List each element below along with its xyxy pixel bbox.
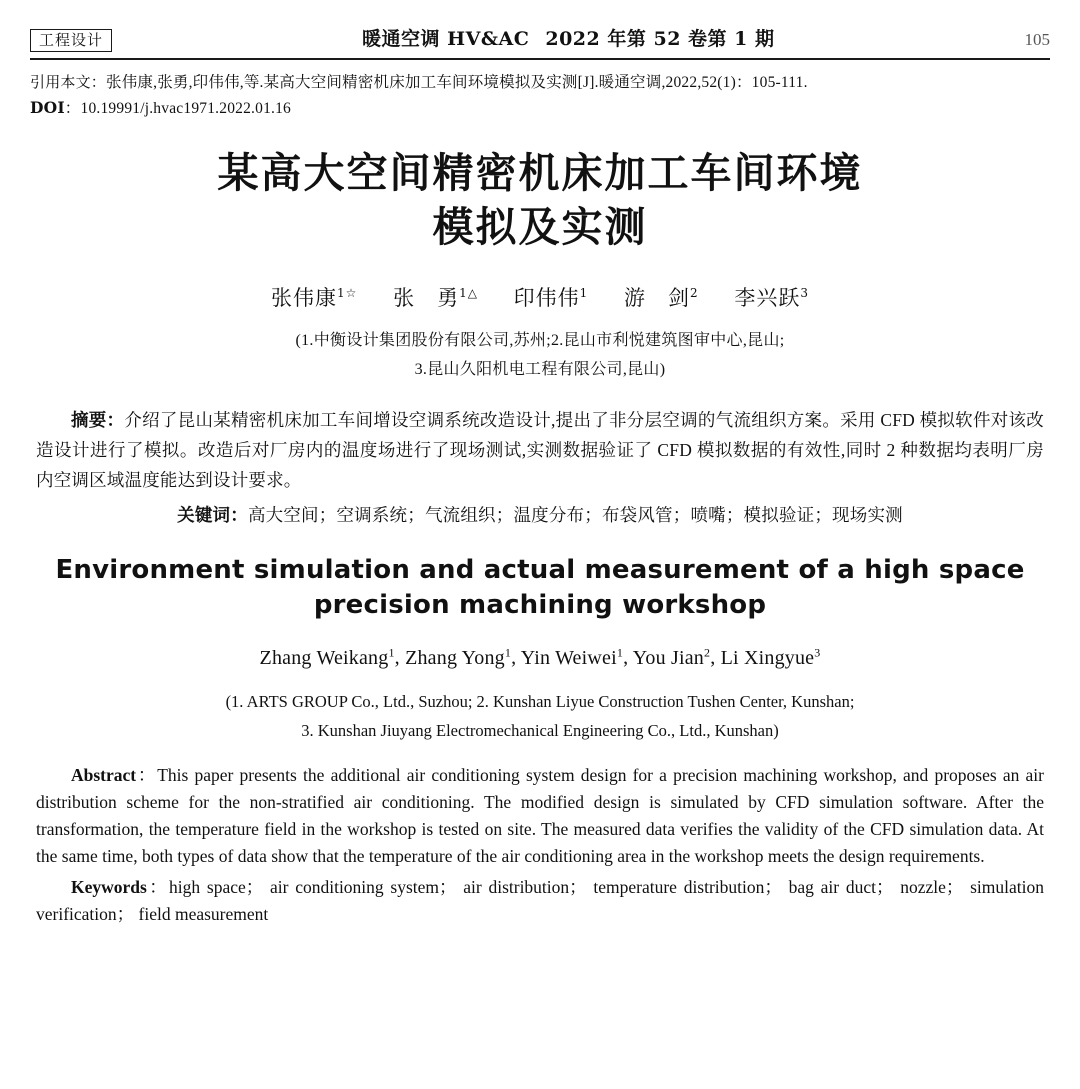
keywords-en-label: Keywords [71, 877, 147, 898]
keywords-cn [30, 501, 1050, 531]
author-en-1-name: Zhang Weikang [259, 646, 389, 669]
author-cn-4-name: 游 剑 [624, 285, 690, 310]
affiliations-en [30, 688, 1050, 746]
title-en-line1: Environment simulation and actual measurement of a high space [55, 555, 1025, 586]
issue-info: 2022 年第 52 卷第 1 期 [545, 28, 775, 50]
authors-en: Zhang Weikang$^1$, Zhang Yong$^1$, Yin Weiwei$^1$, You Jian$^2$, Li Xingyue$^3$ [259, 645, 821, 669]
abstract-cn-label: 摘要： [71, 410, 125, 430]
keywords-en [30, 874, 1050, 928]
author-cn-2 [393, 282, 478, 312]
author-cn-3-sup: 1 [579, 285, 589, 300]
author-en-1-sup: 1 [388, 645, 395, 660]
keywords-en-text: ：high space； air conditioning system； air distribution； temperature distribution； bag air duct； nozzle； simulation verification； field measurement [36, 877, 1044, 925]
title-en-line2: precision machining workshop [313, 590, 767, 621]
authors-cn [30, 282, 1050, 312]
author-cn-1-name: 张伟康 [271, 285, 338, 310]
affiliation-cn-line2: 3.昆山久阳机电工程有限公司,昆山) [414, 361, 666, 379]
doi-label: DOI [30, 97, 65, 117]
section-label: 工程设计 [30, 29, 112, 53]
author-en-2-sup: 1 [504, 645, 512, 660]
author-cn-3 [514, 282, 589, 312]
author-cn-2-name: 张 勇 [393, 285, 460, 310]
author-en-5-name: Li Xingyue [720, 646, 815, 669]
author-cn-5-name: 李兴跃 [734, 285, 801, 310]
author-en-1 [260, 647, 395, 669]
affiliation-en-line2: 3. Kunshan Jiuyang Electromechanical Engineering Co., Ltd., Kunshan) [301, 720, 779, 740]
abstract-en [30, 762, 1050, 871]
citation-label: 引用本文： [30, 73, 107, 91]
journal-name: 暖通空调 HV&AC [362, 28, 530, 50]
author-cn-5-sup: 3 [800, 285, 809, 300]
author-en-4 [633, 647, 710, 669]
title-cn-line1: 某高大空间精密机床加工车间环境 [217, 148, 863, 197]
author-en-3-sup: 1 [616, 645, 624, 660]
keywords-cn-text: 高大空间；空调系统；气流组织；温度分布；布袋风管；喷嘴；模拟验证；现场实测 [247, 505, 903, 526]
author-en-5 [721, 647, 821, 669]
author-cn-1-sup: 1☆ [337, 285, 358, 300]
author-cn-4 [624, 282, 699, 312]
affiliation-cn-line1: (1.中衡设计集团股份有限公司,苏州;2.昆山市利悦建筑图审中心,昆山; [295, 331, 785, 349]
citation-line [30, 70, 1050, 96]
author-en-3-name: Yin Weiwei [520, 646, 617, 669]
author-en-2 [405, 647, 511, 669]
author-cn-1 [271, 282, 357, 312]
title-cn-line2: 模拟及实测 [432, 202, 648, 251]
abstract-cn [30, 405, 1050, 495]
doi-line [30, 96, 1050, 122]
author-en-4-name: You Jian [632, 646, 704, 669]
author-en-2-name: Zhang Yong [405, 646, 505, 669]
page-title-cn [30, 146, 1050, 254]
keywords-cn-label: 关键词： [177, 505, 248, 526]
author-cn-3-name: 印伟伟 [513, 285, 580, 310]
author-en-5-sup: 3 [814, 645, 821, 660]
author-en-3 [521, 647, 623, 669]
abstract-cn-text: 介绍了昆山某精密机床加工车间增设空调系统改造设计,提出了非分层空调的气流组织方案。采用 CFD 模拟软件对该改造设计进行了模拟。改造后对厂房内的温度场进行了现场测试,实测数据验证了 CFD 模拟数据的有效性,同时 2 种数据均表明厂房内空调区域温度能达到设计要求。 [36, 410, 1044, 491]
author-cn-2-sup: 1△ [459, 285, 478, 300]
doi-value[interactable]: ：10.19991/j.hvac1971.2022.01.16 [64, 99, 291, 117]
journal-header [112, 24, 1024, 52]
abstract-en-text: ：This paper presents the additional air conditioning system design for a precision machining workshop, and proposes an air distribution scheme for the non-stratified air conditioning. The modified design is simulated by CFD simulation software. After the transformation, the temperature field in the workshop is tested on site. The measured data verifies the validity of the CFD simulation data. At the same time, both types of data show that the temperature of the air conditioning area in the workshop meets the design requirements. [36, 764, 1044, 866]
running-head [30, 18, 1050, 60]
affiliation-en-line1: (1. ARTS GROUP Co., Ltd., Suzhou; 2. Kunshan Liyue Construction Tushen Center, Kunshan; [225, 691, 855, 711]
page-number: 105 [1024, 30, 1050, 49]
affiliations-cn [30, 326, 1050, 385]
abstract-en-label: Abstract [71, 764, 137, 785]
abstract-en-paragraph [36, 762, 1044, 871]
author-cn-5 [734, 282, 809, 312]
author-en-4-sup: 2 [704, 645, 711, 660]
author-cn-4-sup: 2 [690, 285, 699, 300]
citation-text: 张伟康,张勇,印伟伟,等.某高大空间精密机床加工车间环境模拟及实测[J].暖通空调,2022,52(1)：105-111. [106, 74, 808, 91]
page-title-en [30, 553, 1050, 623]
